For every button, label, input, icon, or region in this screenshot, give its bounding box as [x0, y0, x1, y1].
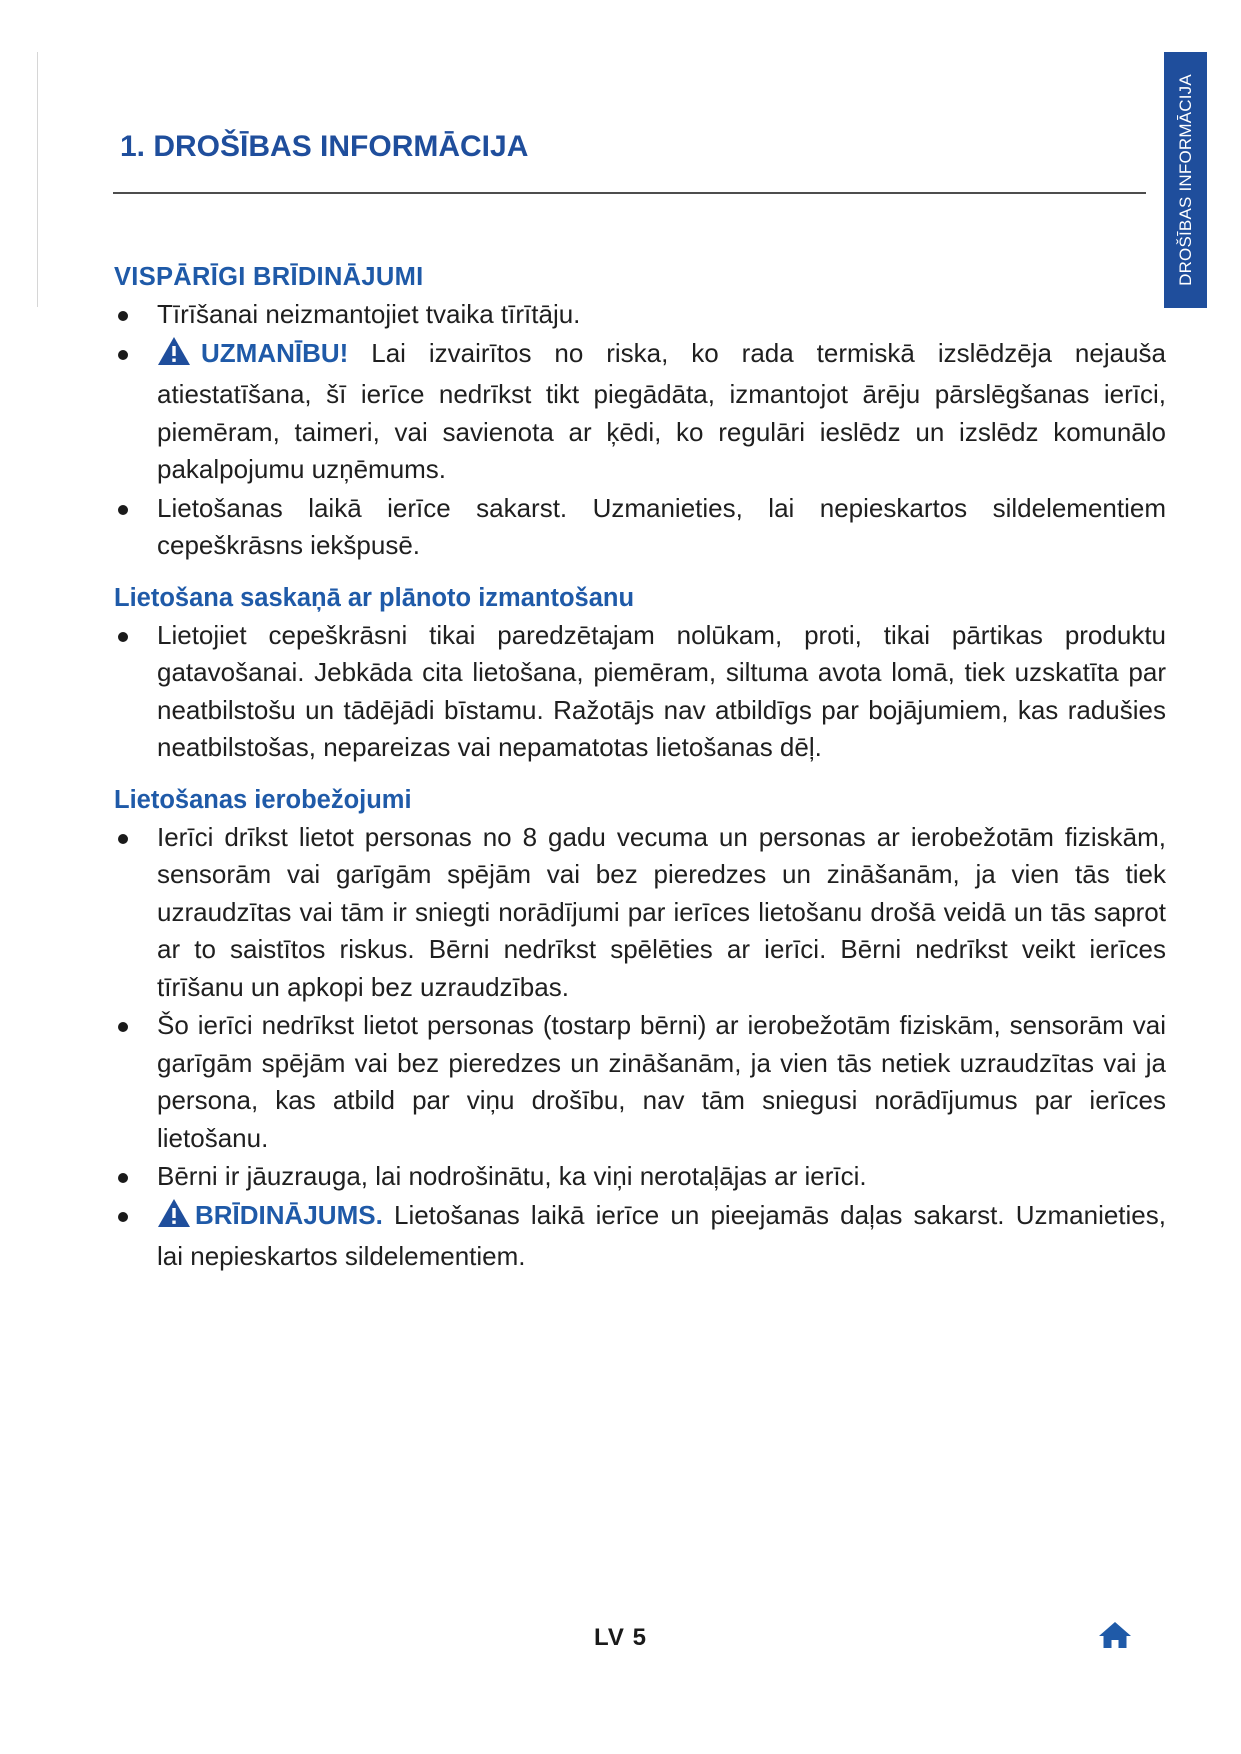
- bullet-list: [114, 296, 1166, 565]
- item-text: Lai izvairītos no riska, ko rada termiskā izslēdzēja nejauša atiestatīšana, šī ierīce nedrīkst tikt piegādāta, izmantojot ārēju pārslēgšanas ierīci, piemēram, taimeri, vai savienota ar ķēdi, ko regulāri ieslēdz un izslēdz komunālo pakalpojumu uzņēmums.: [157, 337, 1166, 484]
- warning-triangle-icon: [157, 1198, 191, 1239]
- bullet-list: [114, 617, 1166, 767]
- list-item: [114, 296, 1166, 334]
- title-divider: [113, 192, 1146, 194]
- item-text: Ierīci drīkst lietot personas no 8 gadu vecuma un personas ar ierobežotām fiziskām, sensorām vai garīgām spējām vai bez pieredzes un zināšanām, ja vien tās tiek uzraudzītas vai tām ir sniegti norādījumi par ierīces lietošanu drošā veidā un tās saprot ar to saistītos riskus. Bērni nedrīkst spēlēties ar ierīci. Bērni nedrīkst veikt ierīces tīrīšanu un apkopi bez uzraudzības.: [157, 821, 1166, 1002]
- side-tab[interactable]: [1164, 52, 1207, 308]
- list-item: [114, 617, 1166, 767]
- side-tab-label: DROŠĪBAS INFORMĀCIJA: [1175, 74, 1195, 286]
- left-margin-rule: [37, 52, 38, 307]
- warning-triangle-icon: [157, 336, 191, 377]
- page-title: 1. DROŠĪBAS INFORMĀCIJA: [120, 130, 529, 163]
- warning-label: BRĪDINĀJUMS.: [195, 1199, 383, 1230]
- bullet-list: [114, 819, 1166, 1276]
- section-heading-usage-limits: Lietošanas ierobežojumi: [114, 785, 412, 814]
- list-item: [114, 1007, 1166, 1157]
- item-text: Šo ierīci nedrīkst lietot personas (tostarp bērni) ar ierobežotām fiziskām, sensorām vai garīgām spējām vai bez pieredzes un zināšanām, ja vien tās netiek uzraudzītas vai ja persona, kas atbild par viņu drošību, nav tām sniegusi norādījumus par ierīces lietošanu.: [157, 1010, 1166, 1153]
- section-heading-intended-use: Lietošana saskaņā ar plānoto izmantošanu: [114, 583, 635, 612]
- list-item: [114, 490, 1166, 565]
- home-icon[interactable]: [1098, 1620, 1132, 1655]
- list-item: [114, 1158, 1166, 1196]
- list-item: [114, 1197, 1166, 1276]
- list-item: [114, 335, 1166, 489]
- page-content: [114, 258, 1166, 1276]
- item-text: Tīrīšanai neizmantojiet tvaika tīrītāju.: [157, 299, 581, 329]
- item-text: Lietošanas laikā ierīce sakarst. Uzmanieties, lai nepieskartos sildelementiem cepeškrāsns iekšpusē.: [157, 492, 1166, 560]
- page-number: LV 5: [594, 1624, 647, 1651]
- item-text: Bērni ir jāuzrauga, lai nodrošinātu, ka viņi nerotaļājas ar ierīci.: [157, 1161, 867, 1191]
- item-text: Lietošanas laikā ierīce un pieejamās daļas sakarst. Uzmanieties, lai nepieskartos sildelementiem.: [157, 1199, 1166, 1271]
- list-item: [114, 819, 1166, 1007]
- warning-label: UZMANĪBU!: [201, 337, 349, 368]
- item-text: Lietojiet cepeškrāsni tikai paredzētajam nolūkam, proti, tikai pārtikas produktu gatavošanai. Jebkāda cita lietošana, piemēram, siltuma avota lomā, tiek uzskatīta par neatbilstošu un tādējādi bīstamu. Ražotājs nav atbildīgs par bojājumiem, kas radušies neatbilstošas, nepareizas vai nepamatotas lietošanas dēļ.: [157, 619, 1166, 762]
- section-heading-general-warnings: VISPĀRĪGI BRĪDINĀJUMI: [114, 263, 424, 291]
